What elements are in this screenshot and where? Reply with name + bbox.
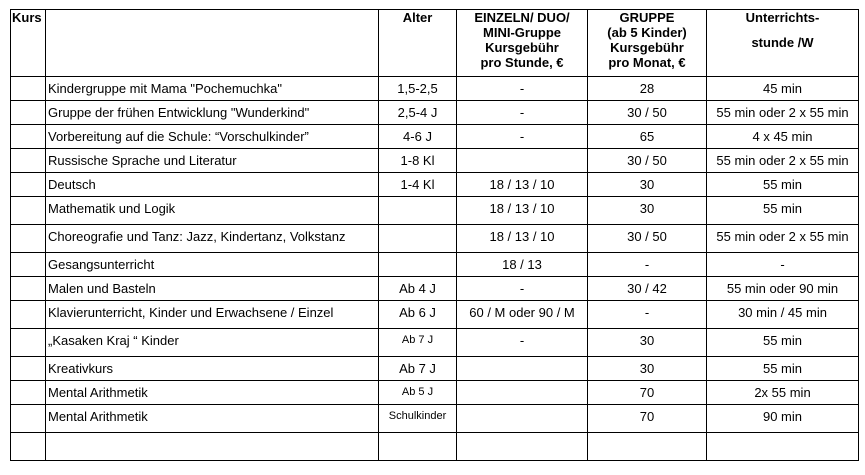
cell-course-name: Choreografie und Tanz: Jazz, Kindertanz, Volkstanz <box>46 225 379 253</box>
cell-alter: 1,5-2,5 <box>379 77 457 101</box>
cell-gruppe: 30 / 50 <box>588 225 707 253</box>
table-row <box>11 101 859 125</box>
table-row <box>11 173 859 197</box>
table-row <box>11 301 859 329</box>
cell-course-name <box>46 433 379 461</box>
cell-unterrichtsstunde: 90 min <box>707 405 859 433</box>
price-table-container <box>10 9 859 461</box>
table-row <box>11 253 859 277</box>
table-row <box>11 149 859 173</box>
cell-kurs <box>11 301 46 329</box>
cell-kurs <box>11 149 46 173</box>
cell-gruppe: 70 <box>588 381 707 405</box>
cell-einzeln <box>457 405 588 433</box>
cell-einzeln <box>457 433 588 461</box>
cell-alter: Ab 5 J <box>379 381 457 405</box>
cell-alter: 4-6 J <box>379 125 457 149</box>
header-course-name <box>46 10 379 77</box>
cell-course-name: Kreativkurs <box>46 357 379 381</box>
cell-einzeln: - <box>457 277 588 301</box>
table-row <box>11 329 859 357</box>
header-gruppe-line: (ab 5 Kinder) <box>607 25 687 40</box>
cell-unterrichtsstunde: - <box>707 253 859 277</box>
header-einzeln-line: EINZELN/ DUO/ <box>474 10 570 25</box>
cell-kurs <box>11 329 46 357</box>
table-row <box>11 433 859 461</box>
cell-gruppe <box>588 433 707 461</box>
cell-unterrichtsstunde: 30 min / 45 min <box>707 301 859 329</box>
cell-kurs <box>11 277 46 301</box>
cell-einzeln <box>457 381 588 405</box>
cell-gruppe: 30 <box>588 173 707 197</box>
table-row <box>11 197 859 225</box>
cell-unterrichtsstunde: 55 min oder 2 x 55 min <box>707 149 859 173</box>
cell-unterrichtsstunde: 45 min <box>707 77 859 101</box>
header-unterricht-line: Unterrichts- <box>745 10 820 25</box>
cell-einzeln <box>457 149 588 173</box>
header-einzeln <box>457 10 588 77</box>
cell-einzeln: 18 / 13 / 10 <box>457 225 588 253</box>
header-gruppe <box>588 10 707 77</box>
cell-alter: Ab 7 J <box>379 329 457 357</box>
cell-kurs <box>11 197 46 225</box>
cell-course-name: Deutsch <box>46 173 379 197</box>
cell-kurs <box>11 173 46 197</box>
cell-unterrichtsstunde: 55 min <box>707 329 859 357</box>
cell-kurs <box>11 433 46 461</box>
cell-gruppe: 30 <box>588 357 707 381</box>
table-row <box>11 277 859 301</box>
cell-alter <box>379 225 457 253</box>
cell-gruppe: 30 / 50 <box>588 101 707 125</box>
cell-alter: Ab 6 J <box>379 301 457 329</box>
cell-course-name: Russische Sprache und Literatur <box>46 149 379 173</box>
header-unterrichtsstunde <box>707 10 859 77</box>
cell-alter: 1-8 Kl <box>379 149 457 173</box>
table-body <box>11 77 859 461</box>
cell-unterrichtsstunde: 55 min <box>707 357 859 381</box>
cell-course-name: Gruppe der frühen Entwicklung "Wunderkind" <box>46 101 379 125</box>
course-price-table <box>10 9 859 461</box>
cell-course-name: Mental Arithmetik <box>46 405 379 433</box>
cell-alter: Schulkinder <box>379 405 457 433</box>
cell-course-name: „Kasaken Kraj “ Kinder <box>46 329 379 357</box>
cell-einzeln: - <box>457 329 588 357</box>
cell-kurs <box>11 225 46 253</box>
cell-einzeln: 18 / 13 / 10 <box>457 197 588 225</box>
cell-course-name: Gesangsunterricht <box>46 253 379 277</box>
cell-course-name: Kindergruppe mit Mama "Pochemuchka" <box>46 77 379 101</box>
header-alter: Alter <box>379 10 457 77</box>
cell-gruppe: 30 <box>588 329 707 357</box>
cell-einzeln: 18 / 13 <box>457 253 588 277</box>
cell-kurs <box>11 77 46 101</box>
table-row <box>11 125 859 149</box>
cell-einzeln: - <box>457 125 588 149</box>
cell-kurs <box>11 405 46 433</box>
header-einzeln-line: MINI-Gruppe <box>483 25 561 40</box>
cell-unterrichtsstunde: 55 min oder 2 x 55 min <box>707 101 859 125</box>
header-gruppe-line: GRUPPE <box>619 10 675 25</box>
cell-kurs <box>11 357 46 381</box>
cell-einzeln: 18 / 13 / 10 <box>457 173 588 197</box>
cell-unterrichtsstunde: 55 min <box>707 197 859 225</box>
cell-kurs <box>11 125 46 149</box>
cell-alter: 1-4 Kl <box>379 173 457 197</box>
cell-alter: Ab 4 J <box>379 277 457 301</box>
cell-unterrichtsstunde: 55 min oder 2 x 55 min <box>707 225 859 253</box>
cell-unterrichtsstunde: 55 min oder 90 min <box>707 277 859 301</box>
cell-gruppe: - <box>588 253 707 277</box>
cell-gruppe: 65 <box>588 125 707 149</box>
cell-alter <box>379 253 457 277</box>
cell-course-name: Malen und Basteln <box>46 277 379 301</box>
cell-kurs <box>11 253 46 277</box>
cell-unterrichtsstunde <box>707 433 859 461</box>
cell-gruppe: 30 / 50 <box>588 149 707 173</box>
cell-alter: Ab 7 J <box>379 357 457 381</box>
cell-kurs <box>11 381 46 405</box>
table-row <box>11 405 859 433</box>
cell-alter <box>379 433 457 461</box>
cell-einzeln: - <box>457 101 588 125</box>
cell-course-name: Vorbereitung auf die Schule: “Vorschulkinder” <box>46 125 379 149</box>
cell-einzeln: 60 / M oder 90 / M <box>457 301 588 329</box>
table-row <box>11 357 859 381</box>
cell-einzeln <box>457 357 588 381</box>
cell-course-name: Mental Arithmetik <box>46 381 379 405</box>
cell-kurs <box>11 101 46 125</box>
cell-gruppe: 30 / 42 <box>588 277 707 301</box>
cell-unterrichtsstunde: 55 min <box>707 173 859 197</box>
header-row <box>11 10 859 77</box>
header-einzeln-line: pro Stunde, € <box>480 55 564 70</box>
cell-gruppe: 30 <box>588 197 707 225</box>
header-gruppe-line: pro Monat, € <box>608 55 686 70</box>
cell-unterrichtsstunde: 4 x 45 min <box>707 125 859 149</box>
cell-unterrichtsstunde: 2x 55 min <box>707 381 859 405</box>
cell-einzeln: - <box>457 77 588 101</box>
table-row <box>11 381 859 405</box>
cell-gruppe: - <box>588 301 707 329</box>
cell-alter: 2,5-4 J <box>379 101 457 125</box>
cell-gruppe: 70 <box>588 405 707 433</box>
header-kurs: Kurs <box>11 10 46 77</box>
cell-course-name: Klavierunterricht, Kinder und Erwachsene / Einzel <box>46 301 379 329</box>
header-unterricht-line: stunde /W <box>751 35 814 50</box>
header-gruppe-line: Kursgebühr <box>610 40 684 55</box>
cell-gruppe: 28 <box>588 77 707 101</box>
table-row <box>11 77 859 101</box>
cell-alter <box>379 197 457 225</box>
cell-course-name: Mathematik und Logik <box>46 197 379 225</box>
table-row <box>11 225 859 253</box>
header-einzeln-line: Kursgebühr <box>485 40 559 55</box>
